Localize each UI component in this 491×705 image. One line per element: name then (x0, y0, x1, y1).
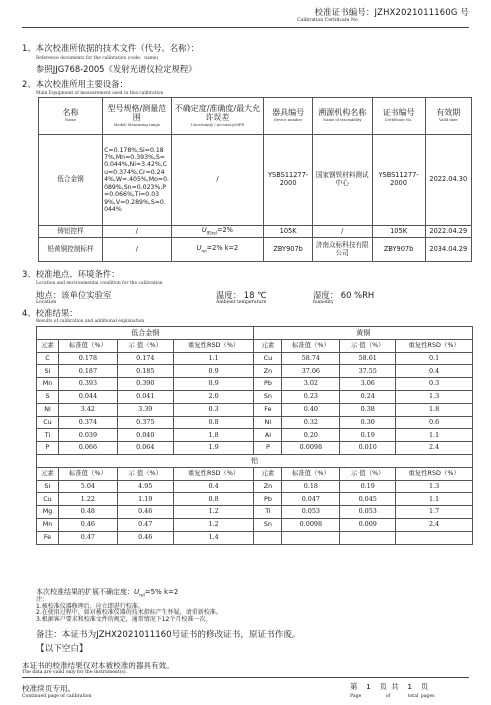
cell-element: C (37, 352, 59, 365)
equipment-row (39, 226, 472, 238)
cell-indicated-value: 0.30 (340, 416, 396, 429)
cell-standard-value (282, 531, 340, 544)
equipment-uncertainty: $U_{rel}=2\%$ k=2 (171, 238, 264, 262)
col-rsd: 重复性RSD（%） (173, 467, 254, 480)
equipment-uncertainty: / (171, 135, 264, 226)
section2-title: 2、本次校准所用主要设备： (22, 79, 128, 89)
cell-rsd-value: 0.1 (396, 352, 473, 365)
cell-standard-value: 0.393 (58, 378, 117, 391)
cell-indicated-value: 0.045 (340, 493, 396, 506)
equipment-device-number: ZBY907b (264, 238, 313, 262)
cell-rsd-value: 0.4 (396, 365, 473, 378)
cell-element: Pb (254, 378, 282, 391)
col-rsd: 重复性RSD（%） (396, 467, 473, 480)
equipment-row (39, 238, 472, 262)
valid-statement-en: The data are valid only for the instrument(s). (22, 670, 128, 675)
cell-element: Fe (37, 531, 59, 544)
cell-element: Fe (254, 403, 282, 416)
cell-element: P (254, 442, 282, 455)
temperature: 温度： 18 ℃ (216, 290, 267, 300)
humidity: 湿度： 60 %RH (313, 290, 375, 300)
cell-element: Sn (254, 518, 282, 531)
page-number-en: Page of total pages (350, 694, 435, 699)
cell-indicated-value: 0.38 (340, 403, 396, 416)
cell-standard-value: 0.20 (282, 429, 340, 442)
cell-standard-value: 5.04 (58, 480, 117, 493)
results-row (37, 416, 473, 429)
cell-indicated-value: 0.19 (340, 480, 396, 493)
results-row (37, 480, 473, 493)
results-row (37, 531, 473, 544)
results-header-row (37, 467, 473, 480)
equipment-traceability: 国家钢铁材料测试中心 (312, 135, 372, 226)
cell-element: Cu (254, 352, 282, 365)
cell-rsd-value: 2.4 (396, 518, 473, 531)
cell-rsd-value: 1.1 (396, 429, 473, 442)
equipment-device-number: 105K (264, 226, 313, 238)
cell-element: Sn (254, 390, 282, 403)
cell-standard-value: 58.74 (282, 352, 340, 365)
col-standard: 标准值（%） (58, 339, 117, 352)
cell-rsd-value: 1.9 (173, 442, 254, 455)
notes (36, 597, 222, 624)
cell-standard-value: 0.044 (58, 390, 117, 403)
col-standard: 标准值（%） (282, 339, 340, 352)
cell-element: Si (37, 480, 59, 493)
cell-rsd-value: 0.9 (173, 365, 254, 378)
col-header-valid-date: 有效期 Valid date (425, 98, 471, 135)
section4-title-en: Results of calibration and additional explanation (36, 319, 145, 324)
cell-rsd-value: 0.8 (173, 416, 254, 429)
cell-standard-value: 37.06 (282, 365, 340, 378)
cell-element: P (37, 442, 59, 455)
col-standard: 标准值（%） (282, 467, 340, 480)
section2-title-en: Main Equipment of measurement used in this calibration (36, 91, 164, 96)
cell-indicated-value: 0.174 (117, 352, 173, 365)
section1-title: 1、本次校准所依据的技术文件（代号、名称）： (22, 43, 200, 53)
results-row (37, 390, 473, 403)
cell-standard-value: 0.047 (282, 493, 340, 506)
note-item: 1.被校准仪器修理后，应立即进行校准。 (36, 602, 144, 610)
cell-indicated-value: 58.61 (340, 352, 396, 365)
cell-element: Ni (254, 416, 282, 429)
cell-standard-value: 0.374 (58, 416, 117, 429)
cell-element: Pb (254, 493, 282, 506)
cell-rsd-value: 1.8 (396, 403, 473, 416)
results-group-row (37, 454, 473, 467)
col-indicated: 示 值（%） (340, 467, 396, 480)
cell-rsd-value: 0.3 (396, 378, 473, 391)
continued-page-en: Continued page of calibration (22, 694, 92, 699)
section3-title-en: Location and environmental condition for the calibration (36, 281, 163, 286)
cell-element: Ti (254, 506, 282, 519)
col-indicated: 示 值（%） (340, 339, 396, 352)
cell-rsd-value: 0.6 (396, 416, 473, 429)
cell-indicated-value: 0.24 (340, 390, 396, 403)
cell-standard-value: 0.066 (58, 442, 117, 455)
cell-element: S (37, 390, 59, 403)
humidity-en: humidity (313, 300, 334, 305)
section1-title-en: Reference documents for the calibration (code、name) (36, 56, 159, 61)
col-element: 元素 (254, 339, 282, 352)
reference-document: 参照JJG768-2005《发射光谱仪检定规程》 (36, 64, 197, 74)
equipment-row (39, 135, 472, 226)
equipment-name: 铸铝控样 (39, 226, 103, 238)
cell-rsd-value: 1.4 (173, 531, 254, 544)
results-row (37, 352, 473, 365)
equipment-certificate: YSBS11277-2000 (372, 135, 425, 226)
cell-standard-value: 0.40 (282, 403, 340, 416)
section4-title: 4、校准结果： (22, 308, 78, 318)
cell-indicated-value: 0.46 (117, 506, 173, 519)
equipment-valid-date: 2022.04.30 (425, 135, 471, 226)
equipment-traceability: / (312, 226, 372, 238)
col-header-device-number: 器具编号 Device number (264, 98, 313, 135)
cell-standard-value: 0.178 (58, 352, 117, 365)
blank-below: 【以下空白】 (36, 644, 88, 654)
col-header-model: 型号规格/测量范围 Model/ Measuring range (103, 98, 171, 135)
cell-rsd-value: 1.7 (396, 506, 473, 519)
cell-indicated-value: 0.46 (117, 531, 173, 544)
cell-indicated-value: 0.010 (340, 442, 396, 455)
cell-standard-value: 3.42 (58, 403, 117, 416)
results-row (37, 378, 473, 391)
results-row (37, 403, 473, 416)
section3-title: 3、校准地点、环境条件： (22, 269, 120, 279)
results-row (37, 365, 473, 378)
location: 地点：该单位实验室 (36, 290, 112, 300)
equipment-valid-date: 2022.04.29 (425, 226, 471, 238)
col-standard: 标准值（%） (58, 467, 117, 480)
continued-page: 校准续页专用。 (22, 684, 76, 693)
results-header-row (37, 339, 473, 352)
cell-standard-value: 0.053 (282, 506, 340, 519)
equipment-traceability: 济南众标科技有限公司 (312, 238, 372, 262)
equipment-valid-date: 2034.04.29 (425, 238, 471, 262)
cell-rsd-value: 1.8 (173, 429, 254, 442)
results-group-row (37, 327, 473, 340)
note-item: 2.在使用过程中，如对被校准仪器的技术指标产生怀疑，请重新校准。 (36, 609, 222, 617)
cell-indicated-value: 0.009 (340, 518, 396, 531)
certificate-number (314, 6, 469, 18)
cell-rsd-value: 1.1 (173, 352, 254, 365)
cell-standard-value: 0.23 (282, 390, 340, 403)
cell-element: Mn (37, 378, 59, 391)
note-item: 3.根据客户要求和校准文件的规定，通常情况下12个月校准一次。 (36, 616, 212, 624)
group-low-alloy: 低合金钢 (37, 327, 254, 340)
results-row (37, 442, 473, 455)
cell-indicated-value (340, 531, 396, 544)
group-brass: 黄铜 (254, 327, 473, 340)
col-rsd: 重复性RSD（%） (173, 339, 254, 352)
cell-rsd-value (396, 531, 473, 544)
results-row (37, 518, 473, 531)
cell-indicated-value: 3.06 (340, 378, 396, 391)
cell-indicated-value: 4.95 (117, 480, 173, 493)
location-en: Location (36, 300, 57, 305)
valid-statement: 本证书的校准结果仅对本被校准的器具有效。 (22, 661, 174, 670)
cell-indicated-value: 0.185 (117, 365, 173, 378)
cert-no-suffix: 号 (460, 7, 469, 17)
cell-standard-value: 0.46 (58, 518, 117, 531)
cell-rsd-value: 1.3 (396, 390, 473, 403)
cert-no-value: JZHX2021011160G (374, 7, 458, 17)
cell-rsd-value: 2.0 (173, 390, 254, 403)
cell-element: Cu (37, 416, 59, 429)
cell-element: Ni (37, 403, 59, 416)
cell-standard-value: 0.18 (282, 480, 340, 493)
expanded-uncertainty: 本次校准结果的扩展不确定度：$U_{rel}=5\%$ k=2 (36, 588, 179, 599)
cell-element: Mn (37, 518, 59, 531)
cell-element (254, 531, 282, 544)
notes-head: 注： (36, 596, 49, 603)
equipment-name: 铅黄铜控制标样 (39, 238, 103, 262)
cell-indicated-value: 0.040 (117, 429, 173, 442)
col-element: 元素 (37, 467, 59, 480)
cell-standard-value: 3.02 (282, 378, 340, 391)
equipment-table (38, 97, 472, 262)
cell-standard-value: 0.0098 (282, 442, 340, 455)
cell-standard-value: 0.0098 (282, 518, 340, 531)
cell-rsd-value: 0.4 (173, 480, 254, 493)
cert-no-en: Calibration Certificate No. (297, 18, 359, 23)
cell-rsd-value: 2.4 (396, 442, 473, 455)
page-number: 第 1 页 共 1 页 (350, 682, 429, 691)
col-element: 元素 (37, 339, 59, 352)
cell-rsd-value: 1.2 (173, 518, 254, 531)
cell-element: Cu (37, 493, 59, 506)
col-element: 元素 (254, 467, 282, 480)
results-row (37, 493, 473, 506)
col-header-certificate: 证书编号 Certificate No. (372, 98, 425, 135)
footer-divider (22, 677, 469, 678)
cell-indicated-value: 0.390 (117, 378, 173, 391)
cell-element: Si (37, 365, 59, 378)
cert-no-label: 校准证书编号： (314, 7, 375, 17)
cell-element: Zn (254, 480, 282, 493)
col-header-traceability: 溯源机构名称 Name of traceability (312, 98, 372, 135)
equipment-name: 低合金钢 (39, 135, 103, 226)
cell-standard-value: 0.48 (58, 506, 117, 519)
cell-rsd-value: 1.1 (396, 493, 473, 506)
col-rsd: 重复性RSD（%） (396, 339, 473, 352)
results-table (36, 326, 473, 545)
cell-element: Al (254, 429, 282, 442)
equipment-uncertainty: $U_{95rel}=2\%$ (171, 226, 264, 238)
cell-rsd-value: 0.3 (173, 403, 254, 416)
col-header-uncertainty: 不确定度/准确度/最大允许误差 Uncertainty / Accuracy/MPE (171, 98, 264, 135)
equipment-device-number: YSBS11277-2000 (264, 135, 313, 226)
cell-element: Ti (37, 429, 59, 442)
equipment-certificate: ZBY907b (372, 238, 425, 262)
col-indicated: 示 值（%） (117, 339, 173, 352)
cell-rsd-value: 0.9 (173, 378, 254, 391)
cell-standard-value: 1.22 (58, 493, 117, 506)
cell-indicated-value: 0.375 (117, 416, 173, 429)
results-row (37, 429, 473, 442)
equipment-model: / (103, 238, 171, 262)
col-indicated: 示 值（%） (117, 467, 173, 480)
cell-standard-value: 0.47 (58, 531, 117, 544)
cell-element: Zn (254, 365, 282, 378)
header-divider (22, 27, 469, 28)
cell-indicated-value: 0.19 (340, 429, 396, 442)
cell-indicated-value: 37.55 (340, 365, 396, 378)
cell-rsd-value: 0.8 (173, 493, 254, 506)
group-al: 铝 (37, 454, 473, 467)
cell-standard-value: 0.039 (58, 429, 117, 442)
remark: 备注：本证书为JZHX2021011160号证书的修改证书，原证书作废。 (36, 630, 301, 640)
cell-indicated-value: 0.053 (340, 506, 396, 519)
cell-indicated-value: 0.064 (117, 442, 173, 455)
col-header-name: 名称 Name (39, 98, 103, 135)
results-row (37, 506, 473, 519)
cell-element: Mg (37, 506, 59, 519)
cell-indicated-value: 0.47 (117, 518, 173, 531)
cell-indicated-value: 3.39 (117, 403, 173, 416)
cell-rsd-value: 1.3 (396, 480, 473, 493)
equipment-certificate: 105K (372, 226, 425, 238)
cell-indicated-value: 1.19 (117, 493, 173, 506)
cell-standard-value: 0.32 (282, 416, 340, 429)
equipment-model: C=0.178%,Si=0.187%,Mn=0.393%,S=0.044%,Ni=3.42%,Cu=0.374%,Cr=0.244%,W=.405%,Mo=0.089%,Sn=0.023%,P=0.066%,Ti=0.039%,V=0.289%,S=0.044% (103, 135, 171, 226)
cell-standard-value: 0.187 (58, 365, 117, 378)
cell-indicated-value: 0.041 (117, 390, 173, 403)
equipment-model: / (103, 226, 171, 238)
cell-rsd-value: 1.2 (173, 506, 254, 519)
equipment-header-row (39, 98, 472, 135)
temperature-en: Ambient temperature (216, 300, 267, 305)
